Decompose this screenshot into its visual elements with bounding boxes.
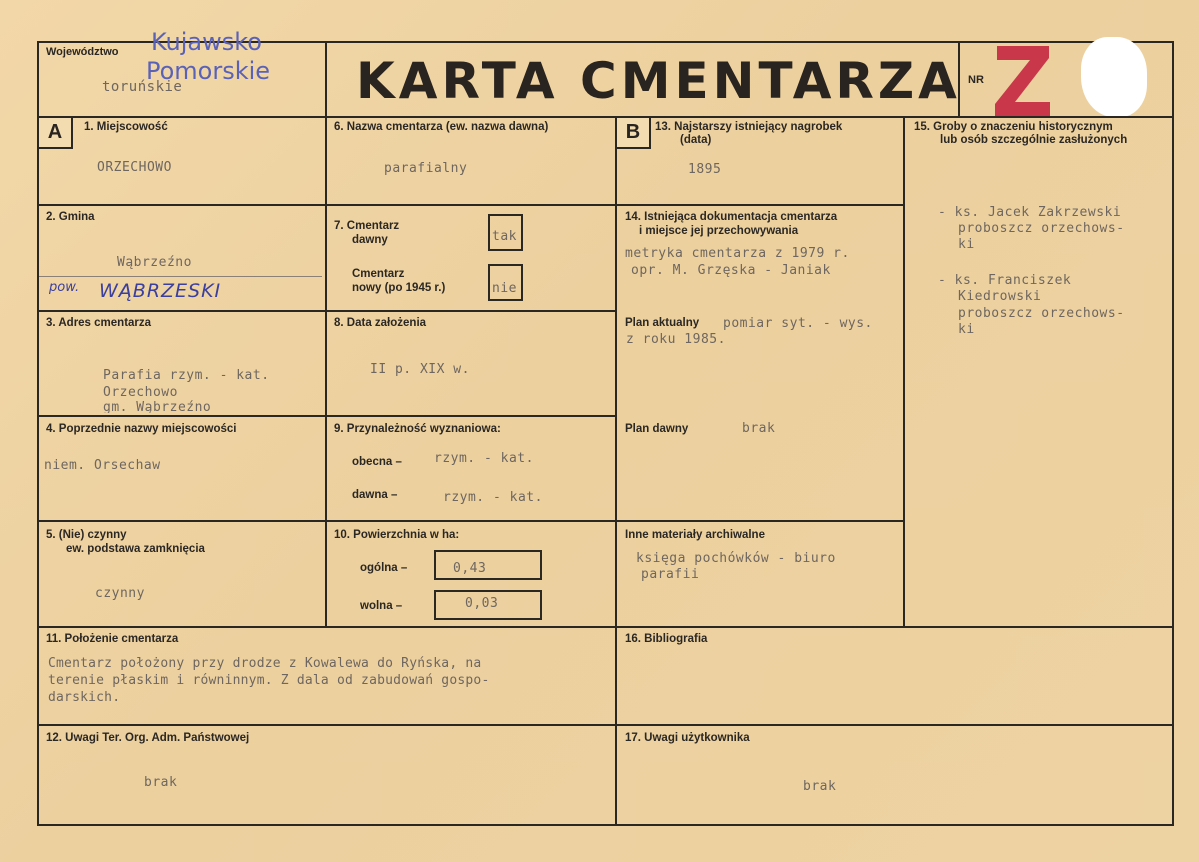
cmentarz-nowy-label-2: nowy (po 1945 r.) [352,282,446,294]
czynny-value: czynny [95,586,145,601]
czynny-label-1: 5. (Nie) czynny [46,529,127,541]
dawny-value: tak [492,229,517,244]
dawna-label: dawna – [352,489,398,501]
region-stamp-line2: Pomorskie [146,57,271,85]
ogolna-label: ogólna – [360,562,408,574]
adres-value-1: Parafia rzym. - kat. [103,368,270,383]
obecna-label: obecna – [352,456,402,468]
groby-entry1-1: - ks. Jacek Zakrzewski [938,205,1122,220]
polozenie-value-1: Cmentarz położony przy drodze z Kowalewa do Ryńska, na [48,656,482,671]
uwagi-ter-label: 12. Uwagi Ter. Org. Adm. Państwowej [46,732,250,744]
typed-region: toruńskie [102,79,183,95]
uwagi-ter-value: brak [144,775,178,790]
region-stamp-line1: Kujawsko [151,28,262,56]
polozenie-value-2: terenie płaskim i równinnym. Z dala od zabudowań gospo- [48,673,490,688]
bibliografia-label: 16. Bibliografia [625,633,708,645]
wolna-value: 0,03 [465,596,499,611]
adres-value-2: Orzechowo [103,385,178,400]
cmentarz-dawny-label-2: dawny [352,234,388,246]
nagrobek-label-1: 13. Najstarszy istniejący nagrobek [655,121,843,133]
redaction-blob [1081,37,1147,117]
data-zalozenia-label: 8. Data założenia [334,317,427,329]
polozenie-label: 11. Położenie cmentarza [46,633,179,645]
inne-materialy-label: Inne materiały archiwalne [625,529,765,541]
wojewodztwo-label: Województwo [46,46,119,58]
groby-entry2-1: - ks. Franciszek [938,273,1072,288]
gmina-value: Wąbrzeźno [117,255,192,270]
pow-handwritten-label: pow. [49,280,80,295]
nagrobek-label-2: (data) [680,134,712,146]
plan-aktualny-value-2: z roku 1985. [626,332,726,347]
miejscowosc-value: ORZECHOWO [97,160,172,175]
miejscowosc-label: 1. Miejscowość [84,121,168,133]
dokumentacja-label-2: i miejsce jej przechowywania [639,225,799,237]
nagrobek-value: 1895 [688,162,722,177]
dokumentacja-value-1: metryka cmentarza z 1979 r. [625,246,850,261]
pow-handwritten-value: WĄBRZESKI [99,280,222,302]
plan-dawny-label: Plan dawny [625,423,689,435]
adres-value-3: gm. Wąbrzeźno [103,400,212,413]
nr-value: Z [1022,90,1024,91]
uwagi-uzytkownika-value: brak [803,779,837,794]
nazwa-value: parafialny [384,161,468,176]
groby-entry2-3: proboszcz orzechows- [958,306,1125,321]
card-title: KARTA CMENTARZA [356,52,961,110]
cmentarz-nowy-label-1: Cmentarz [352,268,405,280]
inne-materialy-value-1: księga pochówków - biuro [636,551,836,566]
dawna-value: rzym. - kat. [443,490,543,505]
groby-label-2: lub osób szczególnie zasłużonych [940,134,1128,146]
data-zalozenia-value: II p. XIX w. [370,362,470,377]
adres-label: 3. Adres cmentarza [46,317,152,329]
groby-entry2-4: ki [958,322,975,337]
cmentarz-dawny-label-1: 7. Cmentarz [334,220,400,232]
section-a-letter: A [37,116,73,149]
powierzchnia-label: 10. Powierzchnia w ha: [334,529,460,541]
poprzednie-nazwy-value: niem. Orsechaw [44,458,161,473]
nowy-value: nie [492,281,517,296]
polozenie-value-3: darskich. [48,690,121,705]
uwagi-uzytkownika-label: 17. Uwagi użytkownika [625,732,750,744]
red-z-stamp-icon [993,40,1053,118]
ogolna-box [434,550,542,580]
plan-aktualny-label: Plan aktualny [625,317,700,329]
groby-entry1-3: ki [958,237,975,252]
dokumentacja-label-1: 14. Istniejąca dokumentacja cmentarza [625,211,838,223]
nr-label: NR [968,74,984,86]
wolna-label: wolna – [360,600,403,612]
dokumentacja-value-2: opr. M. Grzęska - Janiak [631,263,831,278]
groby-label-1: 15. Groby o znaczeniu historycznym [914,121,1113,133]
gmina-label: 2. Gmina [46,211,95,223]
groby-entry2-2: Kiedrowski [958,289,1042,304]
plan-aktualny-value-1: pomiar syt. - wys. [723,316,873,331]
poprzednie-nazwy-label: 4. Poprzednie nazwy miejscowości [46,423,237,435]
groby-entry1-2: proboszcz orzechows- [958,221,1125,236]
przynaleznosc-label: 9. Przynależność wyznaniowa: [334,423,501,435]
czynny-label-2: ew. podstawa zamknięcia [66,543,205,555]
obecna-value: rzym. - kat. [434,451,534,466]
section-b-letter: B [615,116,651,149]
plan-dawny-value: brak [742,421,776,436]
inne-materialy-value-2: parafii [641,567,700,582]
nazwa-label: 6. Nazwa cmentarza (ew. nazwa dawna) [334,121,549,133]
ogolna-value: 0,43 [453,561,487,576]
